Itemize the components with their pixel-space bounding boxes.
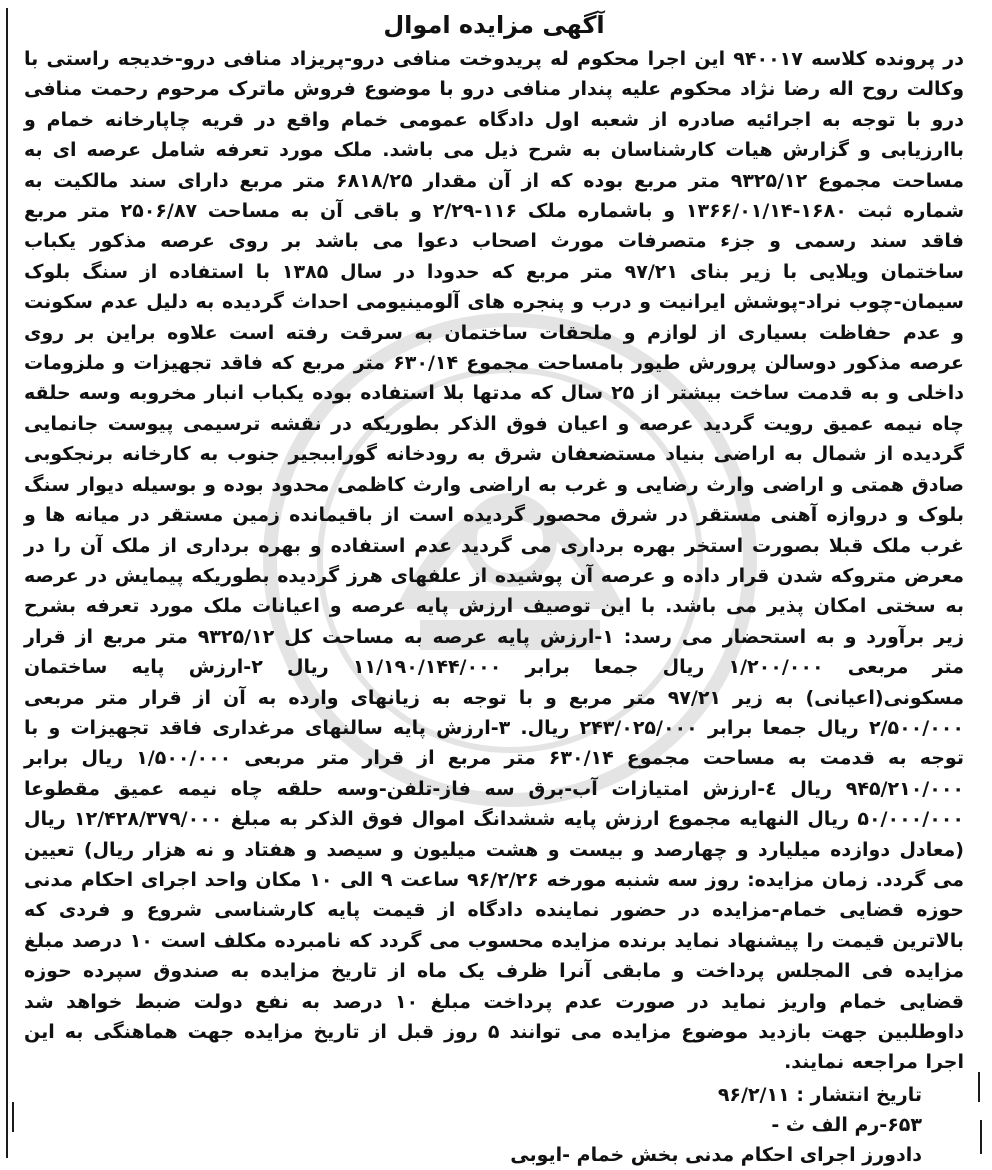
notice-footer bbox=[24, 1080, 964, 1170]
publish-date: تاریخ انتشار : ۹۶/۲/۱۱ bbox=[717, 1083, 922, 1106]
right-border-line bbox=[980, 1120, 982, 1154]
signature-line: دادورز اجرای احکام مدنی بخش خمام -ایوبی bbox=[510, 1143, 922, 1166]
auction-notice bbox=[24, 8, 964, 1170]
left-scan-mark bbox=[12, 1102, 14, 1132]
notice-title: آگهی مزایده اموال bbox=[383, 11, 605, 39]
left-border-line bbox=[6, 8, 8, 1158]
right-scan-mark bbox=[978, 1072, 980, 1102]
notice-body: در پرونده کلاسه ۹۴۰۰۱۷ این اجرا محکوم له پریدوخت منافی درو-پریزاد منافی درو-خدیجه راستی با وکالت روح اله رضا نژاد محکوم علیه پندار منافی درو با موضوع فروش ماترک مرحوم رحمت منافی درو با توجه به اجرائیه صادره از شعبه اول دادگاه عمومی خمام واقع در قریه چاپارخانه خمام و باارزیابی و گزارش هیات کارشناسان به شرح ذیل می باشد. ملک مورد تعرفه شامل عرصه ای به مساحت مجموع ۹۳۲۵/۱۲ متر مربع بوده که از آن مقدار ۶۸۱۸/۲۵ متر مربع دارای سند مالکیت به شماره ثبت ۱۶۸۰-۱۳۶۶/۰۱/۱۴ و باشماره ملک ۱۱۶-۲/۲۹ و باقی آن به مساحت ۲۵۰۶/۸۷ متر مربع فاقد سند رسمی و جزء متصرفات مورث اصحاب دعوا می باشد بر روی عرصه مذکور یکباب ساختمان ویلایی با زیر بنای ۹۷/۲۱ متر مربع که حدودا در سال ۱۳۸۵ با استفاده از سنگ بلوک سیمان-چوب نراد-پوشش ایرانیت و درب و پنجره های آلومینیومی احداث گردیده به دلیل عدم سکونت و عدم حفاظت بسیاری از لوازم و ملحقات ساختمان به سرقت رفته است علاوه براین بر روی عرصه مذکور دوسالن پرورش طیور بامساحت مجموع ۶۳۰/۱۴ متر مربع که فاقد تجهیزات و ملزومات داخلی و به قدمت ساخت بیشتر از ۲۵ سال که مدتها بلا استفاده بوده یکباب انبار مخروبه وسه حلقه چاه نیمه عمیق رویت گردید عرصه و اعیان فوق الذکر بطوریکه در نقشه ترسیمی پیوست جانمایی گردیده از شمال به اراضی بنیاد مستضعفان شرق به رودخانه گوراببجیر جنوب به کارخانه برنجکوبی صادق همتی و اراضی وارث رضایی و غرب به اراضی وارث کاظمی محدود بوده و بوسیله دیوار سنگ بلوک و دروازه آهنی مستقر در شرق محصور گردیده است از باقیمانده زمین مستقر در میانه ها و غرب ملک قبلا بصورت استخر بهره برداری می گردید عدم استفاده و بهره برداری از ملک آن را در معرض متروکه شدن قرار داده و عرصه آن پوشیده از علفهای هرز گردیده بطوریکه پیمایش در عرصه به سختی امکان پذیر می باشد. با این توصیف ارزش پایه عرصه و اعیانات ملک مورد تعرفه بشرح زیر برآورد و به استحضار می رسد: ۱-ارزش پایه عرصه به مساحت کل ۹۳۲۵/۱۲ متر مربع از قرار متر مربعی ۱/۲۰۰/۰۰۰ ریال جمعا برابر ۱۱/۱۹۰/۱۴۴/۰۰۰ ریال ۲-ارزش پایه ساختمان مسکونی(اعیانی) به زیر ۹۷/۲۱ متر مربع و با توجه به زیانهای وارده به آن از قرار متر مربعی ۲/۵۰۰/۰۰۰ ریال جمعا برابر ۲۴۳/۰۲۵/۰۰۰ ریال. ۳-ارزش پایه سالنهای مرغداری فاقد تجهیزات و با توجه به قدمت به مساحت مجموع ۶۳۰/۱۴ متر مربع از قرار متر مربعی ۱/۵۰۰/۰۰۰ ریال برابر ۹۴۵/۲۱۰/۰۰۰ ریال ٤-ارزش امتیازات آب-برق سه فاز-تلفن-وسه حلقه چاه نیمه عمیق مقطوعا ۵۰/۰۰۰/۰۰۰ ریال النهایه مجموع ارزش پایه ششدانگ اموال فوق الذکر به مبلغ ۱۲/۴۲۸/۳۷۹/۰۰۰ ریال (معادل دوازده میلیارد و چهارصد و بیست و هشت میلیون و سیصد و هفتاد و نه هزار ریال) تعیین می گردد. زمان مزایده: روز سه شنبه مورخه ۹۶/۲/۲۶ ساعت ۹ الی ۱۰ مکان واحد اجرای احکام مدنی حوزه قضایی خمام-مزایده در حضور نماینده دادگاه از قیمت پایه کارشناسی شروع و فردی که بالاترین قیمت را پیشنهاد نماید برنده مزایده محسوب می گردد که نامبرده مکلف است ۱۰ درصد مبلغ مزایده فی المجلس پرداخت و مابقی آنرا ظرف یک ماه از تاریخ مزایده به صندوق سپرده حوزه قضایی خمام واریز نماید در صورت عدم پرداخت مبلغ ۱۰ درصد به نفع دولت ضبط خواهد شد داوطلبین جهت بازدید موضوع مزایده می توانند ۵ روز قبل از تاریخ مزایده جهت هماهنگی به این اجرا مراجعه نمایند. bbox=[24, 48, 965, 1074]
reference-code: ۶۵۳-رم الف ث - bbox=[771, 1113, 922, 1136]
